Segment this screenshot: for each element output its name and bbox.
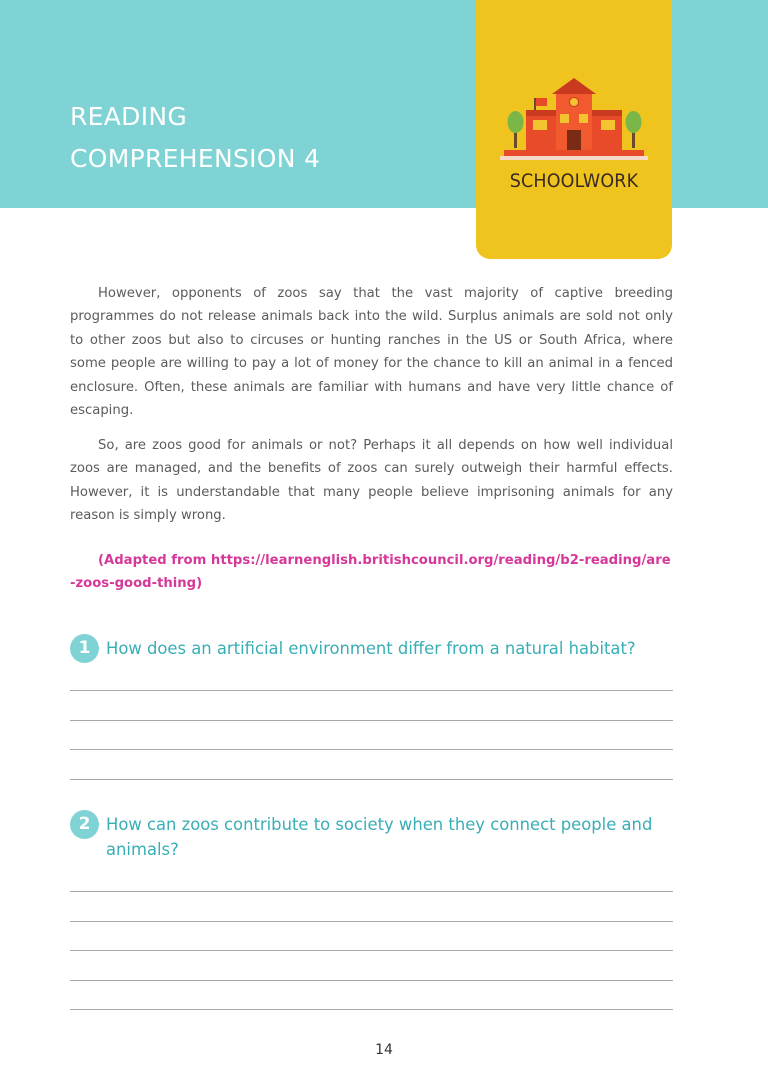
answer-line[interactable] <box>70 779 673 780</box>
question-text: How does an artificial environment differ from a natural habitat? <box>106 639 636 658</box>
school-building-icon <box>500 74 648 164</box>
answer-line[interactable] <box>70 980 673 981</box>
page-number: 14 <box>375 1042 393 1058</box>
page-title <box>70 96 320 180</box>
tag-label: SCHOOLWORK <box>509 170 639 192</box>
question-number-badge: 2 <box>70 810 99 839</box>
answer-line[interactable] <box>70 749 673 750</box>
title-line-1: READING <box>70 102 188 131</box>
source-citation: (Adapted from https://learnenglish.britishcouncil.org/reading/b2-reading/are-zoos-good-thing) <box>70 553 671 592</box>
question-text: How can zoos contribute to society when they connect people and animals? <box>106 815 653 859</box>
schoolwork-tag <box>476 0 672 259</box>
answer-lines-1[interactable] <box>70 690 673 808</box>
answer-line[interactable] <box>70 720 673 721</box>
answer-line[interactable] <box>70 921 673 922</box>
answer-lines-2[interactable] <box>70 891 673 1039</box>
question-number-badge: 1 <box>70 634 99 663</box>
answer-line[interactable] <box>70 891 673 892</box>
paragraph-2: So, are zoos good for animals or not? Perhaps it all depends on how well individual zoos are managed, and the benefits of zoos can surely outweigh their harmful effects. However, it is understandable that many people believe imprisoning animals for any reason is simply wrong. <box>70 438 673 524</box>
answer-line[interactable] <box>70 690 673 691</box>
answer-line[interactable] <box>70 950 673 951</box>
title-line-2: COMPREHENSION 4 <box>70 144 321 173</box>
paragraph-1: However, opponents of zoos say that the vast majority of captive breeding programmes do not release animals back into the wild. Surplus animals are sold not only to other zoos but also to circuses or hunting ranches in the US or South Africa, where some people are willing to pay a lot of money for the chance to kill an animal in a fenced enclosure. Often, these animals are familiar with humans and have very little chance of escaping. <box>70 286 673 419</box>
answer-line[interactable] <box>70 1009 673 1010</box>
